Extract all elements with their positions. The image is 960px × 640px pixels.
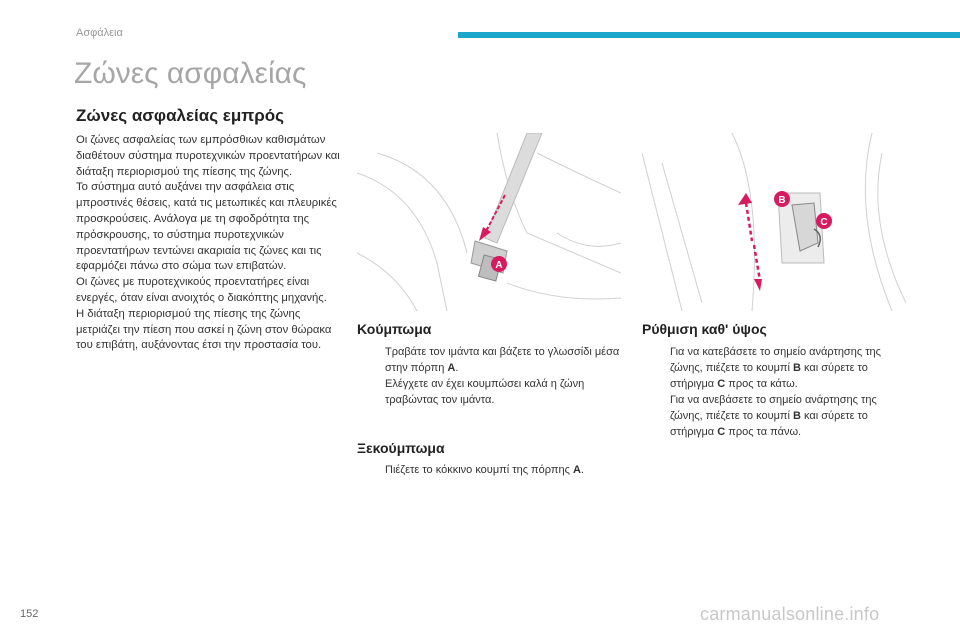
item-text: Για να κατεβάσετε το σημείο ανάρτησης της ζώνης, πιέζετε το κουμπί [670,346,881,374]
item-text-end: προς τα πάνω. [725,426,802,438]
height-adjust-illustration [642,133,906,311]
item-text: Για να ανεβάσετε το σημείο ανάρτησης της ζώνης, πιέζετε το κουμπί [670,394,877,422]
height-adjust-title: Ρύθμιση καθ' ύψος [642,321,767,337]
intro-paragraph: Οι ζώνες ασφαλείας των εμπρόσθιων καθισμάτων διαθέτουν σύστημα πυροτεχνικών προεντατήρων και διάταξη περιορισμού της πίεσης της ζώνης. [76,134,340,178]
buckle-illustration [357,133,621,311]
page-number: 152 [20,608,39,620]
marker-b-label: B [778,195,786,206]
height-adjust-drawing [642,133,906,311]
item-text: Τραβάτε τον ιμάντα και βάζετε το γλωσσίδι μέσα στην πόρπη [385,346,620,374]
section-title: Ζώνες ασφαλείας εμπρός [76,106,285,125]
height-adjust-list [642,344,904,440]
marker-a-label: A [495,260,503,271]
item-text-end: προς τα κάτω. [725,378,798,390]
list-item [642,344,904,392]
intro-paragraph: Το σύστημα αυτό αυξάνει την ασφάλεια στις μπροστινές θέσεις, κατά τις μετωπικές και πλευρικές προσκρούσεις. Ανάλογα με τη σφοδρότητα της πρόσκρουσης, το σύστημα πυροτεχνικών προεντατήρων τεντώνει ακαριαία τις ζώνες και τις εφαρμόζει πάνω στο σώμα των επιβατών. [76,181,337,273]
item-key: A [572,464,581,476]
list-item [357,462,627,478]
intro-text [76,133,346,354]
header-accent-bar [458,32,960,38]
item-key: A [447,362,456,374]
item-key: B [793,410,801,422]
buckle-drawing [357,133,621,311]
list-item [357,344,627,376]
item-text-mid: και σύρετε το στήριγμα [670,410,868,438]
watermark: carmanualsonline.info [700,604,880,624]
list-item [642,392,904,440]
unfastening-list [357,462,627,478]
item-text: Ελέγχετε αν έχει κουμπώσει καλά η ζώνη τραβώντας τον ιμάντα. [385,378,585,406]
intro-paragraph: Οι ζώνες με πυροτεχνικούς προεντατήρες είναι ενεργές, όταν είναι ανοιχτός ο διακόπτης μηχανής. [76,276,327,304]
item-key-2: C [717,378,726,390]
item-text-end: . [455,362,459,374]
marker-c-label: C [820,217,828,228]
fastening-list [357,344,627,408]
item-text-mid: και σύρετε το στήριγμα [670,362,868,390]
intro-paragraph: Η διάταξη περιορισμού της πίεσης της ζώνης μετριάζει την πίεση που ασκεί η ζώνη στον θώρακα του επιβάτη, αυξάνοντας έτσι την προστασία του. [76,307,332,352]
item-text-end: . [580,464,584,476]
item-key: B [793,362,801,374]
section-label: Ασφάλεια [76,27,123,39]
item-key-2: C [717,426,726,438]
item-text: Πιέζετε το κόκκινο κουμπί της πόρπης [385,464,573,476]
page-title: Ζώνες ασφαλείας [74,57,307,90]
unfastening-title: Ξεκούμπωμα [357,440,445,456]
list-item [357,376,627,408]
fastening-title: Κούμπωμα [357,321,432,337]
